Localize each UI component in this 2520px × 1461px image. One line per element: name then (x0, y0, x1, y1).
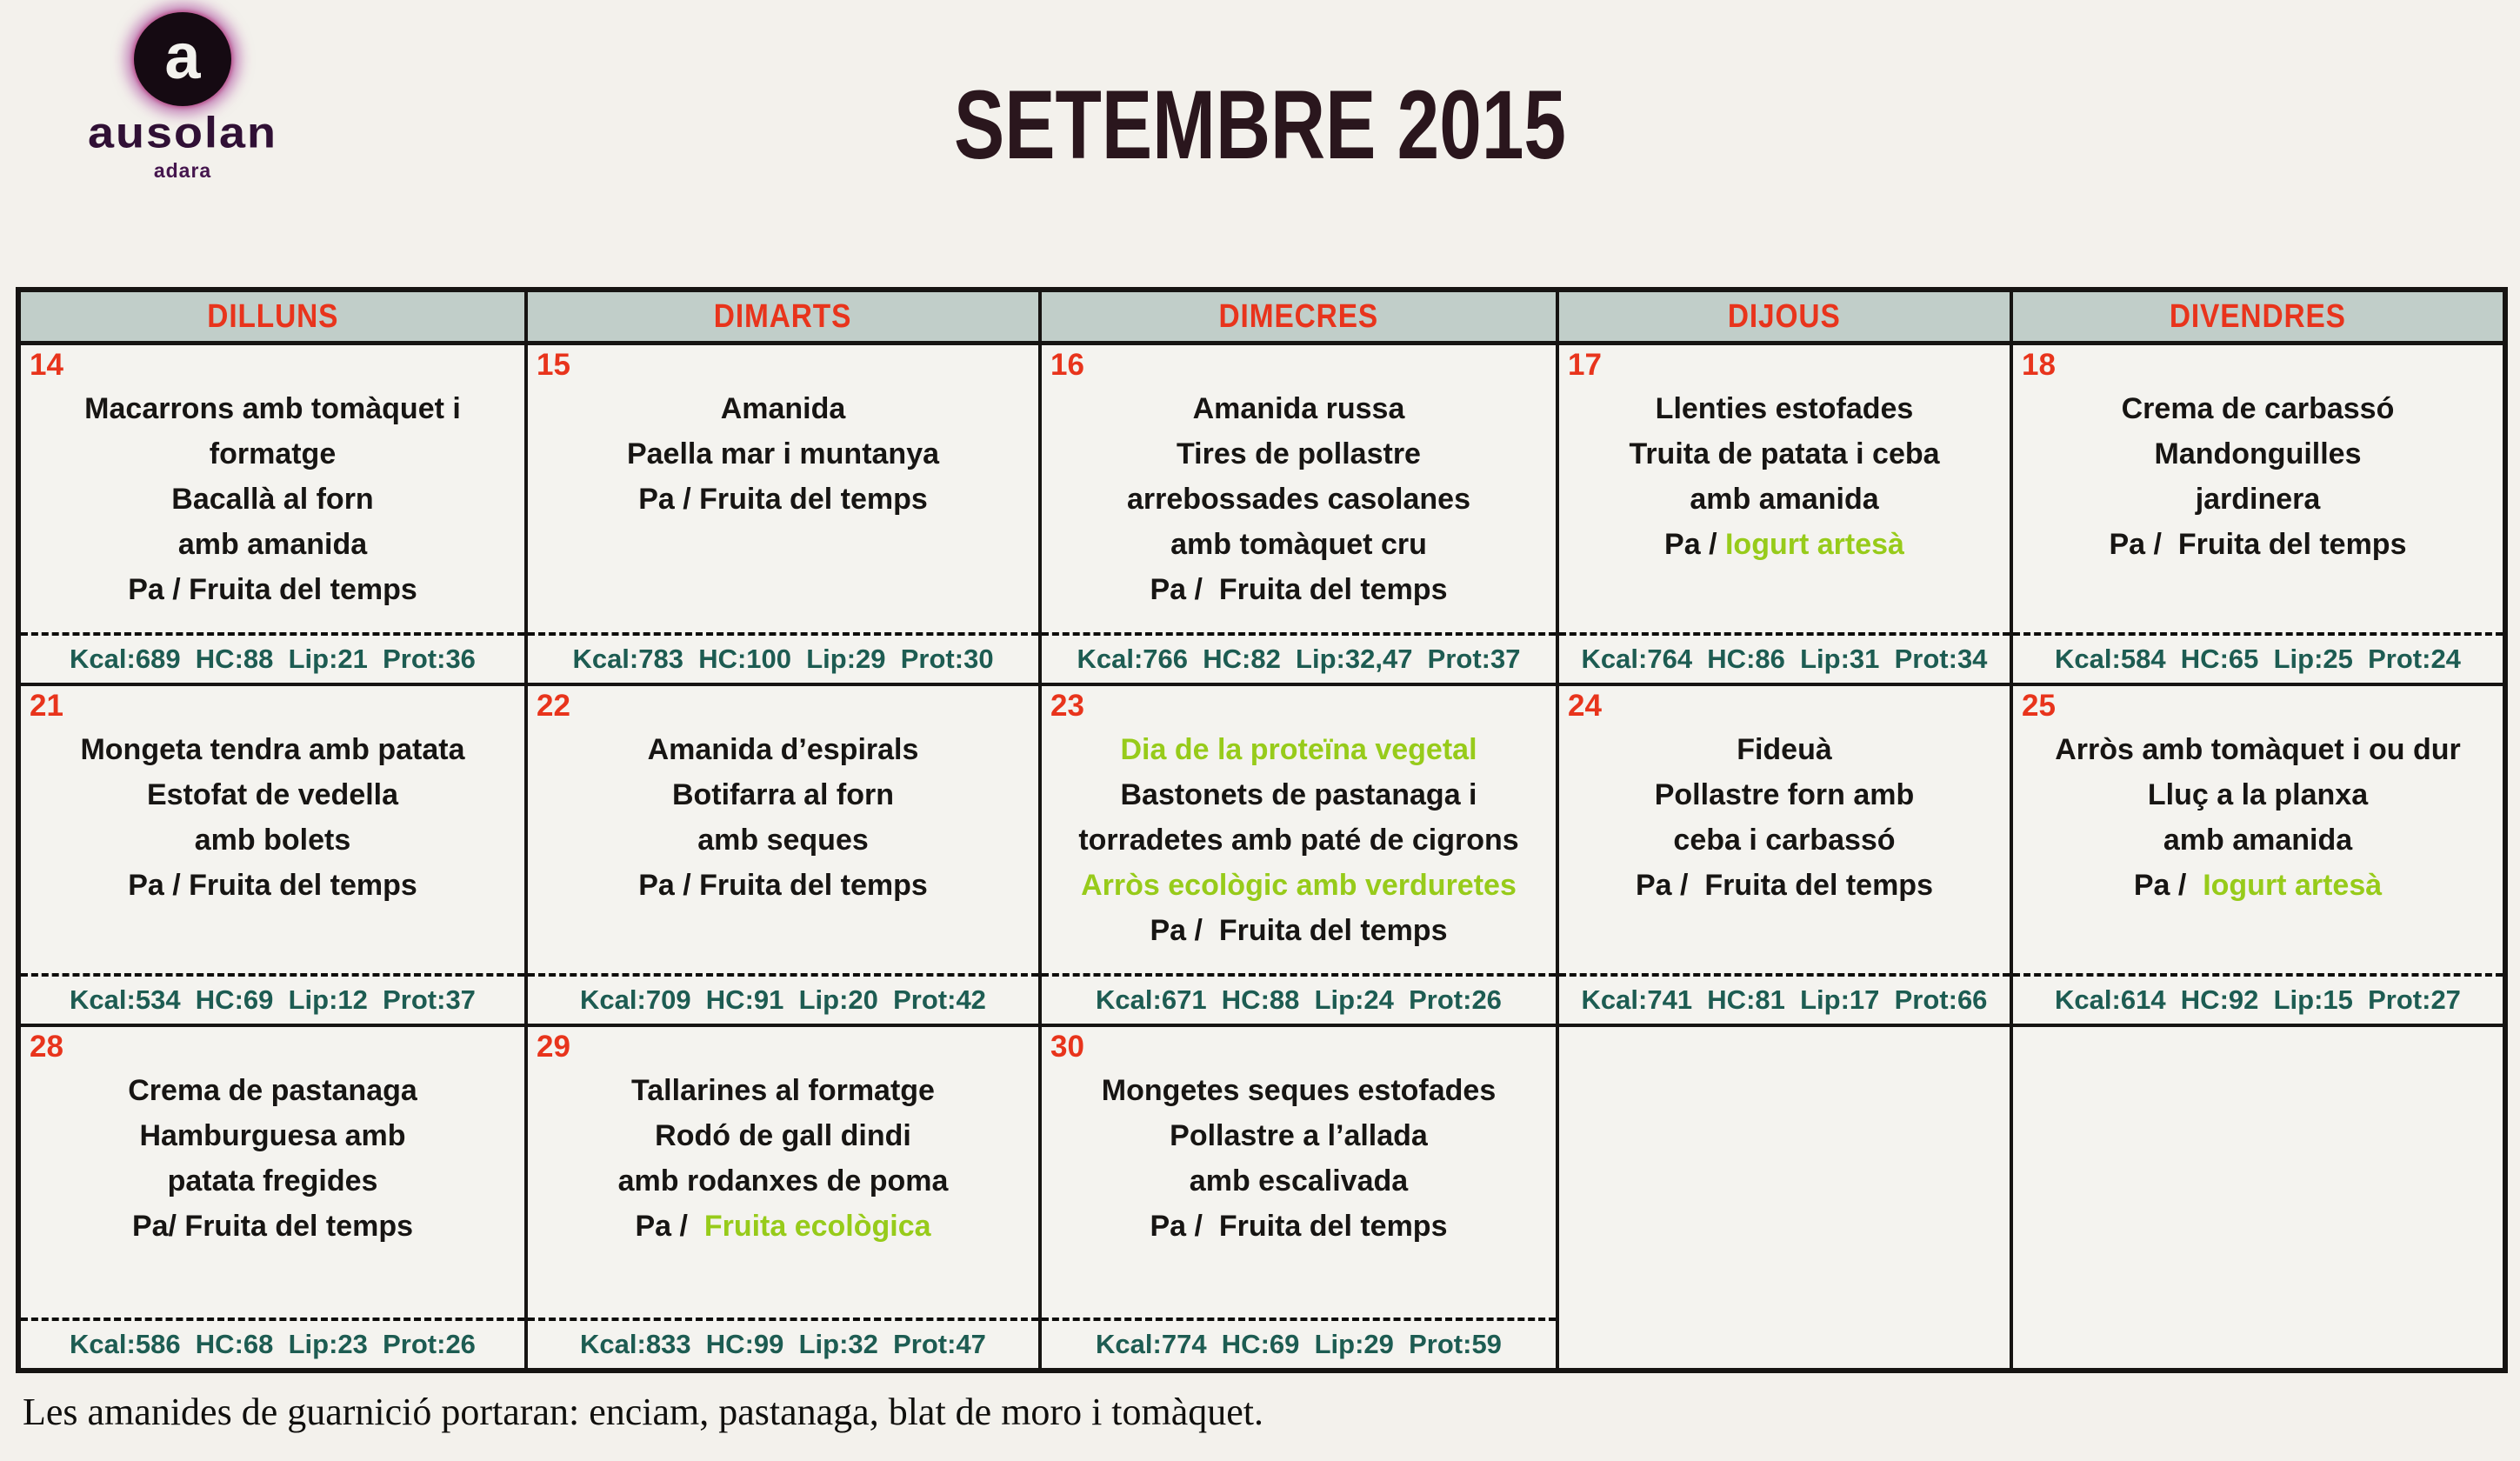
menu-segment: Pa / Fruita del temps (1150, 914, 1448, 947)
day-cell (1042, 686, 1559, 1024)
menu-line (26, 1158, 519, 1204)
menu-segment: Botifarra al forn (671, 778, 895, 811)
menu-line (1564, 772, 2004, 817)
menu-line (1047, 863, 1550, 908)
menu-segment: Fideuà (1737, 733, 1832, 766)
day-cell (1042, 345, 1559, 683)
menu-line (2018, 817, 2497, 863)
menu-lines (1559, 686, 2010, 973)
menu-segment: Tallarines al formatge (631, 1074, 935, 1107)
menu-lines (21, 345, 524, 632)
menu-line (26, 386, 519, 431)
menu-segment: amb tomàquet cru (1170, 528, 1427, 561)
menu-line (533, 477, 1033, 522)
kcal-line: Kcal:586 HC:68 Lip:23 Prot:26 (21, 1318, 524, 1368)
kcal-line: Kcal:833 HC:99 Lip:32 Prot:47 (528, 1318, 1038, 1368)
menu-segment: Pa / Fruita del temps (1150, 573, 1448, 606)
menu-segment: amb escalivada (1189, 1164, 1409, 1197)
weekday-header (1042, 292, 1559, 341)
menu-segment: Pa / Fruita del temps (128, 869, 417, 902)
kcal-line: Kcal:774 HC:69 Lip:29 Prot:59 (1042, 1318, 1556, 1368)
week-row (21, 1027, 2503, 1368)
menu-line (1564, 386, 2004, 431)
day-cell (528, 686, 1042, 1024)
day-number: 24 (1568, 689, 1602, 723)
day-number: 30 (1050, 1030, 1084, 1064)
menu-line (1047, 1068, 1550, 1113)
menu-line (1564, 817, 2004, 863)
menu-line (26, 431, 519, 477)
menu-line (26, 817, 519, 863)
week-row (21, 686, 2503, 1027)
menu-segment: torradetes amb paté de cigrons (1078, 824, 1519, 857)
menu-segment: ceba i carbassó (1673, 824, 1896, 857)
menu-line (2018, 522, 2497, 567)
menu-line (26, 863, 519, 908)
menu-segment: amb bolets (194, 824, 351, 857)
day-cell (1042, 1027, 1559, 1368)
day-number: 21 (30, 689, 63, 723)
menu-segment: Amanida d’espirals (647, 733, 919, 766)
menu-segment-highlight: Arròs ecològic amb verduretes (1081, 869, 1517, 902)
day-cell (2013, 345, 2503, 683)
day-number: 14 (30, 348, 63, 382)
menu-segment: formatge (209, 437, 337, 470)
brand-logo (61, 7, 304, 183)
menu-segment: Pa / Fruita del temps (1150, 1210, 1448, 1243)
empty-day-cell (1559, 1027, 2013, 1368)
brand-monogram-icon (134, 12, 231, 106)
menu-segment: Pa/ Fruita del temps (131, 1210, 414, 1243)
kcal-line: Kcal:709 HC:91 Lip:20 Prot:42 (528, 973, 1038, 1024)
menu-segment: Llenties estofades (1655, 392, 1914, 425)
menu-line (1564, 863, 2004, 908)
menu-segment: Pa / Fruita del temps (1636, 869, 1933, 902)
menu-segment: Amanida russa (1192, 392, 1405, 425)
kcal-line: Kcal:534 HC:69 Lip:12 Prot:37 (21, 973, 524, 1024)
menu-line (533, 772, 1033, 817)
weekday-header (21, 292, 528, 341)
menu-line (26, 1204, 519, 1249)
menu-line (1047, 1158, 1550, 1204)
menu-line (2018, 863, 2497, 908)
weekday-header (2013, 292, 2503, 341)
menu-line (26, 727, 519, 772)
menu-line (1047, 386, 1550, 431)
menu-segment: amb amanida (2163, 824, 2353, 857)
menu-segment: Pollastre forn amb (1654, 778, 1915, 811)
kcal-line: Kcal:764 HC:86 Lip:31 Prot:34 (1559, 632, 2010, 683)
menu-segment: patata fregides (167, 1164, 378, 1197)
brand-subname: adara (153, 159, 212, 182)
menu-line (26, 772, 519, 817)
menu-segment: arrebossades casolanes (1126, 483, 1471, 516)
day-cell (528, 1027, 1042, 1368)
menu-lines (21, 1027, 524, 1318)
menu-line (1047, 567, 1550, 612)
menu-line (533, 431, 1033, 477)
menu-segment: Macarrons amb tomàquet i (84, 392, 461, 425)
menu-segment: Bastonets de pastanaga i (1120, 778, 1477, 811)
menu-segment-highlight: Dia de la proteïna vegetal (1120, 733, 1477, 766)
menu-line (533, 1204, 1033, 1249)
menu-line (1564, 727, 2004, 772)
menu-line (1047, 1113, 1550, 1158)
menu-lines (1042, 1027, 1556, 1318)
menu-line (2018, 431, 2497, 477)
kcal-line: Kcal:766 HC:82 Lip:32,47 Prot:37 (1042, 632, 1556, 683)
menu-segment-highlight: Fruita ecològica (703, 1210, 931, 1243)
day-number: 15 (537, 348, 570, 382)
calendar-body (21, 345, 2503, 1368)
day-number: 18 (2022, 348, 2056, 382)
menu-calendar-table (16, 287, 2508, 1373)
menu-segment-highlight: Iogurt artesà (2203, 869, 2383, 902)
menu-segment: jardinera (2195, 483, 2321, 516)
menu-line (2018, 772, 2497, 817)
day-number: 29 (537, 1030, 570, 1064)
menu-segment: Pa / (2133, 869, 2203, 902)
menu-lines (1042, 686, 1556, 973)
menu-segment: Paella mar i muntanya (626, 437, 940, 470)
menu-segment: Amanida (720, 392, 846, 425)
day-number: 22 (537, 689, 570, 723)
menu-line (533, 1113, 1033, 1158)
menu-line (1047, 817, 1550, 863)
menu-line (26, 477, 519, 522)
menu-segment: Pa / (635, 1210, 704, 1243)
menu-segment: Estofat de vedella (146, 778, 399, 811)
kcal-line-empty (1559, 1321, 2010, 1368)
menu-line (26, 1068, 519, 1113)
menu-segment: Lluç a la planxa (2147, 778, 2369, 811)
menu-line (26, 1113, 519, 1158)
menu-line (2018, 727, 2497, 772)
menu-line (1047, 1204, 1550, 1249)
menu-lines (2013, 686, 2503, 973)
menu-segment: Pa / (1664, 528, 1725, 561)
kcal-line: Kcal:614 HC:92 Lip:15 Prot:27 (2013, 973, 2503, 1024)
menu-line (533, 1158, 1033, 1204)
menu-segment: Mongeta tendra amb patata (80, 733, 465, 766)
menu-line (1047, 772, 1550, 817)
kcal-line: Kcal:783 HC:100 Lip:29 Prot:30 (528, 632, 1038, 683)
menu-segment: Arròs amb tomàquet i ou dur (2055, 733, 2461, 766)
menu-line (1047, 727, 1550, 772)
weekday-header-label: DIJOUS (1728, 297, 1841, 335)
day-number: 17 (1568, 348, 1602, 382)
brand-monogram-letter: a (164, 20, 201, 92)
menu-line (533, 817, 1033, 863)
menu-segment: Pa / Fruita del temps (638, 869, 928, 902)
kcal-line: Kcal:671 HC:88 Lip:24 Prot:26 (1042, 973, 1556, 1024)
menu-segment: Pa / Fruita del temps (2109, 528, 2407, 561)
menu-lines (1559, 1027, 2010, 1321)
menu-lines (2013, 1027, 2503, 1321)
footer-note: Les amanides de guarnició portaran: enciam, pastanaga, blat de moro i tomàquet. (23, 1391, 1264, 1433)
menu-line (1047, 522, 1550, 567)
menu-line (26, 567, 519, 612)
menu-segment: amb rodanxes de poma (617, 1164, 949, 1197)
menu-line (1564, 477, 2004, 522)
kcal-line: Kcal:741 HC:81 Lip:17 Prot:66 (1559, 973, 2010, 1024)
menu-line (1047, 477, 1550, 522)
menu-line (2018, 477, 2497, 522)
menu-lines (1042, 345, 1556, 632)
day-cell (528, 345, 1042, 683)
day-cell (21, 1027, 528, 1368)
menu-segment: Pa / Fruita del temps (128, 573, 417, 606)
weekday-header (528, 292, 1042, 341)
menu-lines (1559, 345, 2010, 632)
weekday-header-label: DIMECRES (1218, 297, 1379, 335)
kcal-line-empty (2013, 1321, 2503, 1368)
weekday-header-row (21, 292, 2503, 345)
week-row (21, 345, 2503, 686)
day-cell (21, 345, 528, 683)
menu-segment: Tires de pollastre (1177, 437, 1421, 470)
day-number: 16 (1050, 348, 1084, 382)
menu-lines (528, 686, 1038, 973)
menu-segment: amb seques (697, 824, 869, 857)
menu-line (2018, 386, 2497, 431)
menu-segment: Crema de carbassó (2121, 392, 2395, 425)
page-title: SETEMBRE 2015 (954, 70, 1566, 179)
brand-name: ausolan (87, 109, 278, 157)
day-number: 23 (1050, 689, 1084, 723)
menu-segment-highlight: Iogurt artesà (1724, 528, 1904, 561)
weekday-header-label: DIVENDRES (2169, 297, 2347, 335)
menu-line (26, 522, 519, 567)
day-cell (1559, 345, 2013, 683)
menu-line (533, 1068, 1033, 1113)
menu-lines (21, 686, 524, 973)
menu-segment: Truita de patata i ceba (1629, 437, 1940, 470)
menu-line (533, 386, 1033, 431)
menu-segment: Hamburguesa amb (139, 1119, 406, 1152)
menu-segment: Pollastre a l’allada (1170, 1119, 1428, 1152)
menu-line (1564, 431, 2004, 477)
day-number: 25 (2022, 689, 2056, 723)
menu-segment: Pa / Fruita del temps (638, 483, 928, 516)
menu-line (533, 863, 1033, 908)
day-cell (1559, 686, 2013, 1024)
menu-line (533, 727, 1033, 772)
menu-line (1047, 431, 1550, 477)
day-cell (21, 686, 528, 1024)
menu-lines (528, 1027, 1038, 1318)
menu-lines (528, 345, 1038, 632)
menu-segment: Crema de pastanaga (128, 1074, 417, 1107)
menu-segment: Bacallà al forn (171, 483, 374, 516)
menu-segment: Mandonguilles (2154, 437, 2362, 470)
day-cell (2013, 686, 2503, 1024)
kcal-line: Kcal:584 HC:65 Lip:25 Prot:24 (2013, 632, 2503, 683)
menu-segment: amb amanida (1690, 483, 1879, 516)
menu-line (1047, 908, 1550, 953)
weekday-header-label: DILLUNS (206, 297, 339, 335)
menu-segment: Mongetes seques estofades (1101, 1074, 1497, 1107)
day-number: 28 (30, 1030, 63, 1064)
menu-segment: Rodó de gall dindi (655, 1119, 911, 1152)
kcal-line: Kcal:689 HC:88 Lip:21 Prot:36 (21, 632, 524, 683)
menu-lines (2013, 345, 2503, 632)
weekday-header (1559, 292, 2013, 341)
menu-segment: amb amanida (177, 528, 368, 561)
weekday-header-label: DIMARTS (714, 297, 852, 335)
menu-line (1564, 522, 2004, 567)
empty-day-cell (2013, 1027, 2503, 1368)
